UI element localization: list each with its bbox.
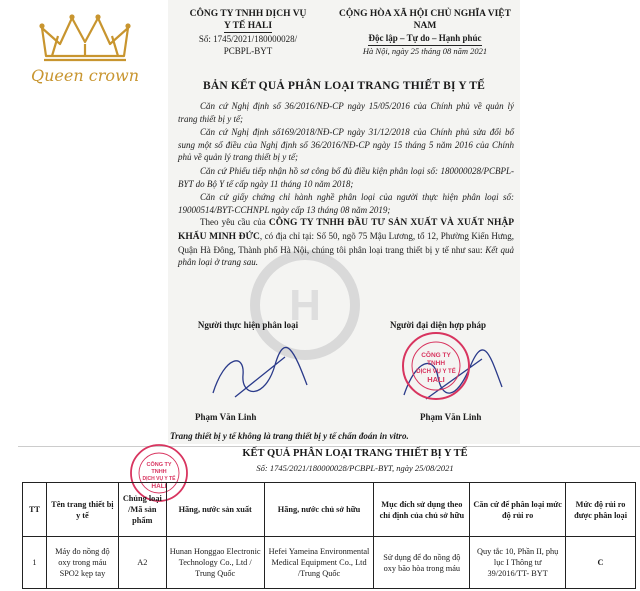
seal2-text-4: HALI — [151, 483, 167, 490]
request-prefix: Theo yêu cầu của — [200, 217, 269, 228]
signer-role-left: Người thực hiện phân loại — [197, 320, 299, 330]
seal-text-3: DỊCH VỤ Y TẾ — [416, 369, 456, 375]
brand-name: Queen crown — [31, 66, 139, 85]
header-manufacturer: Hãng, nước sản xuất — [166, 483, 264, 537]
company-name-line2: Y TẾ HALI — [223, 21, 273, 31]
national-motto: Độc lập – Tự do – Hạnh phúc — [368, 32, 481, 46]
company-seal — [400, 330, 472, 407]
signer-role-right: Người đại diện hợp pháp — [390, 320, 486, 330]
cell-intended-use: Sử dụng để đo nồng độ oxy bão hòa trong máu — [374, 537, 470, 589]
national-header — [330, 8, 520, 46]
cell-device-name: Máy đo nồng độ oxy trong máu SPO2 kẹp tay — [46, 537, 118, 589]
table-row — [23, 537, 636, 589]
seal-text-4: HALI — [427, 375, 445, 384]
legal-basis-4: Căn cứ giấy chứng chỉ hành nghề phân loại của người thực hiện phân loại số: 19000514/BYT-CCHNPL ngày cấp 13 tháng 08 năm 2019; — [178, 192, 514, 215]
nation-name: CỘNG HÒA XÃ HỘI CHỦ NGHĨA VIỆT NAM — [339, 9, 511, 31]
header-risk-class: Mức độ rủi ro được phân loại — [566, 483, 636, 537]
classification-table — [22, 482, 636, 589]
signature-left — [205, 345, 315, 410]
cell-basis: Quy tắc 10, Phần II, phụ lục I Thông tư 39/2016/TT- BYT — [470, 537, 566, 589]
signer-name-left: Phạm Văn Linh — [195, 412, 257, 422]
cell-owner: Hefei Yameina Environmental Medical Equipment Co., Ltd /Trung Quốc — [264, 537, 374, 589]
seal2-text-2: TNHH — [151, 469, 167, 475]
request-suffix: Kết quả phân loại ở trang sau. — [178, 244, 514, 268]
crown-icon — [38, 14, 132, 64]
header-owner: Hãng, nước chủ sở hữu — [264, 483, 374, 537]
document-number-line1: Số: 1745/2021/180000028/ — [198, 34, 298, 44]
request-paragraph — [178, 216, 514, 268]
document-title: BẢN KẾT QUẢ PHÂN LOẠI TRANG THIẾT BỊ Y TẾ — [202, 80, 486, 92]
request-address: , có địa chỉ tại: Số 50, ngõ 75 Mậu Lương, tổ 12, Phường Kiến Hưng, Quận Hà Đông, Thành phố Hà Nội, chúng tôi phân loại trang thiết bị y tế như sau: — [178, 230, 514, 255]
seal2-text-1: CÔNG TY — [146, 462, 172, 468]
issue-date: Hà Nội, ngày 25 tháng 08 năm 2021 — [362, 46, 488, 56]
seal-text-2: TNHH — [426, 360, 446, 367]
company-header — [168, 8, 328, 57]
header-intended-use: Mục đích sử dụng theo chỉ định của chủ sở hữu — [374, 483, 470, 537]
company-name-line1: CÔNG TY TNHH DỊCH VỤ — [189, 9, 307, 19]
cell-stt: 1 — [23, 537, 47, 589]
cell-risk-class: C — [566, 537, 636, 589]
svg-text:H: H — [289, 281, 321, 330]
results-subtitle: Số: 1745/2021/180000028/PCBPL-BYT, ngày 25/08/2021 — [256, 463, 454, 473]
header-device-name: Tên trang thiết bị y tế — [46, 483, 118, 537]
legal-basis-1: Căn cứ Nghị định số 36/2016/NĐ-CP ngày 15/05/2016 của Chính phủ về quản lý trang thiết bị y tế; — [178, 101, 514, 124]
requesting-company: CÔNG TY TNHH ĐẦU TƯ SẢN XUẤT VÀ XUẤT NHẬP KHẨU MINH ĐỨC — [178, 218, 514, 242]
results-title: KẾT QUẢ PHÂN LOẠI TRANG THIẾT BỊ Y TẾ — [242, 448, 468, 459]
table-header-row — [23, 483, 636, 537]
header-model: Chủng loại /Mã sản phẩm — [118, 483, 166, 537]
document-body — [178, 100, 514, 269]
document-number-line2: PCBPL-BYT — [223, 46, 273, 56]
legal-basis-3: Căn cứ Phiếu tiếp nhận hồ sơ công bố đủ điều kiện phân loại số: 180000028/PCBPL-BYT do Bộ Y tế cấp ngày 11 tháng 10 năm 2018; — [178, 165, 514, 189]
signer-name-right: Phạm Văn Linh — [420, 412, 482, 422]
header-stt: TT — [23, 483, 47, 537]
seal-text-1: CÔNG TY — [421, 352, 451, 359]
cell-manufacturer: Hunan Honggao Electronic Technology Co., Ltd / Trung Quốc — [166, 537, 264, 589]
seal2-text-3: DỊCH VỤ Y TẾ — [142, 476, 176, 482]
legal-basis-2: Căn cứ Nghị định số169/2018/NĐ-CP ngày 31/12/2018 của Chính phủ sửa đổi bổ sung một số điều của Nghị định số 36/2016/NĐ-CP ngày 15 tháng 5 năm 2016 của Chính phủ về quản lý trang thiết bị y tế; — [178, 127, 514, 163]
ivd-note: Trang thiết bị y tế không là trang thiết bị y tế chẩn đoán in vitro. — [170, 431, 409, 441]
cell-model: A2 — [118, 537, 166, 589]
header-basis: Căn cứ để phân loại mức độ rủi ro — [470, 483, 566, 537]
queen-crown-logo — [10, 14, 160, 94]
